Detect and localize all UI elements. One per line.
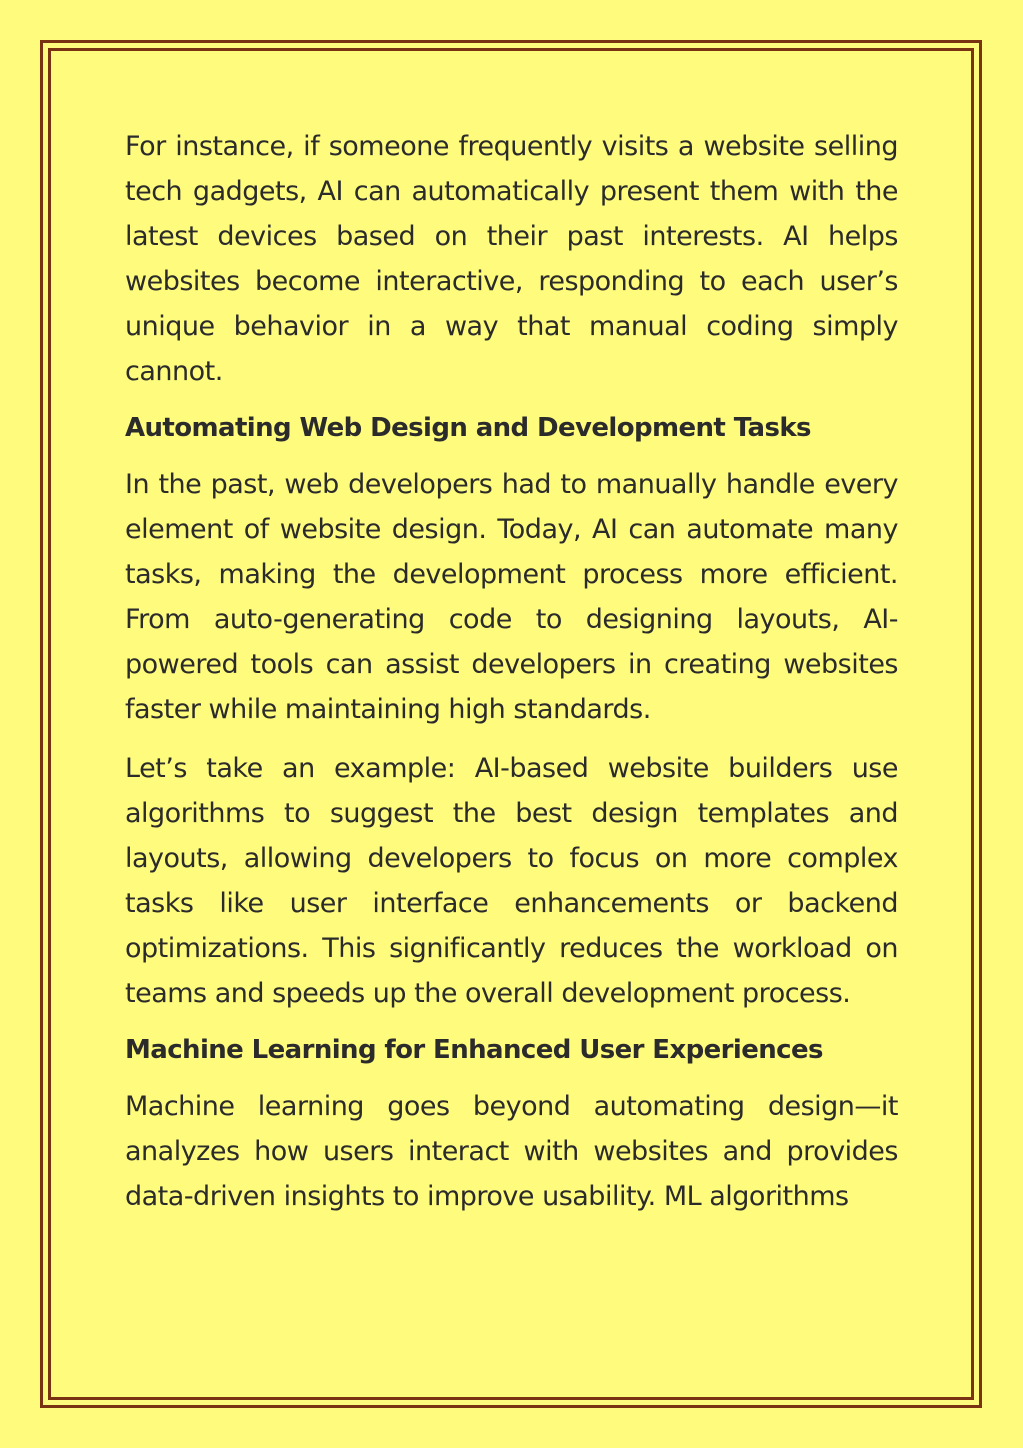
document-body bbox=[125, 124, 898, 1233]
heading-automating-web-design: Automating Web Design and Development Tasks bbox=[125, 413, 811, 443]
paragraph-personalization-example: For instance, if someone frequently visits a website selling tech gadgets, AI can automatically present them with the latest devices based on their past interests. AI helps websites become interactive, responding to each user’s unique behavior in a way that manual coding simply cannot. bbox=[125, 131, 898, 387]
paragraph-automation-intro: In the past, web developers had to manually handle every element of website design. Today, AI can automate many tasks, making the development process more efficient. From auto-generating code to designing layouts, AI-powered tools can assist developers in creating websites faster while maintaining high standards. bbox=[125, 469, 898, 725]
heading-machine-learning: Machine Learning for Enhanced User Experiences bbox=[125, 1035, 823, 1065]
paragraph-website-builders-example: Let’s take an example: AI-based website builders use algorithms to suggest the best design templates and layouts, allowing developers to focus on more complex tasks like user interface enhancements or backend optimizations. This significantly reduces the workload on teams and speeds up the overall development process. bbox=[125, 753, 898, 1009]
paragraph-machine-learning: Machine learning goes beyond automating design—it analyzes how users interact with websites and provides data-driven insights to improve usability. ML algorithms bbox=[125, 1091, 898, 1212]
